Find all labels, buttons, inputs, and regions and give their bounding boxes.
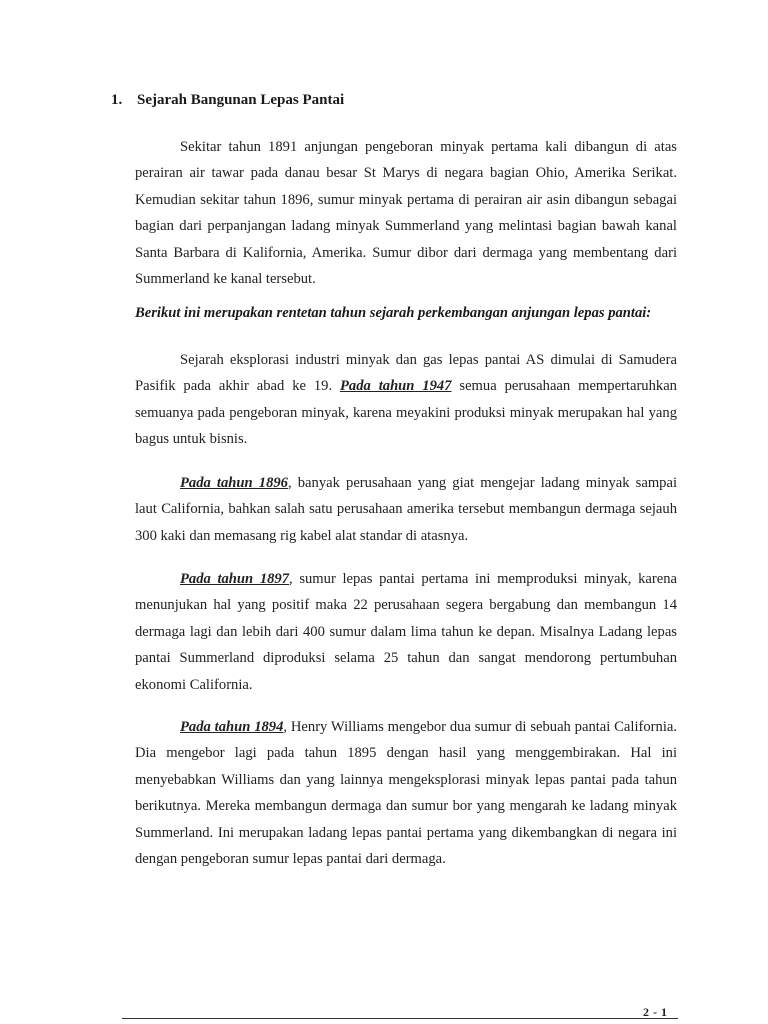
intro-paragraph: Sekitar tahun 1891 anjungan pengeboran minyak pertama kali dibangun di atas perairan air tawar pada danau besar St Marys di negara bagian Ohio, Amerika Serikat. Kemudian sekitar tahun 1896, sumur minyak pertama di perairan air asin dibangun sebagai bagian dari perpanjangan ladang minyak Summerland yang melintasi bagian bawah kanal Santa Barbara di Kalifornia, Amerika. Sumur dibor dari dermaga yang membentang dari Summerland ke kanal tersebut. <box>135 139 677 288</box>
paragraph-1897 <box>135 566 677 698</box>
paragraph-1894-text: , Henry Williams mengebor dua sumur di sebuah pantai California. Dia mengebor lagi pada tahun 1895 dengan hasil yang menggembirakan. Hal ini menyebabkan Williams dan yang lainnya mengeksplorasi minyak lepas pantai pada tahun berikutnya. Mereka membangun dermaga dan sumur bor yang mengarah ke ladang minyak Summerland. Ini merupakan ladang lepas pantai pertama yang dikembangkan di negara ini dengan pengeboran sumur lepas pantai dari dermaga. <box>135 719 677 868</box>
paragraph-1896 <box>135 470 677 549</box>
date-1896: Pada tahun 1896 <box>180 475 288 491</box>
date-1894: Pada tahun 1894 <box>180 719 284 735</box>
section-title: Sejarah Bangunan Lepas Pantai <box>137 92 345 108</box>
paragraph-history <box>135 347 677 453</box>
date-1897: Pada tahun 1897 <box>180 571 290 587</box>
date-1947: Pada tahun 1947 <box>340 378 452 395</box>
paragraph-1894 <box>135 714 677 872</box>
section-number: 1. <box>111 92 123 108</box>
paragraph-history-after: semua perusahaan mempertaruhkan semuanya pada pengeboran minyak, karena meyakini produksi minyak merupakan hal yang bagus untuk bisnis. <box>135 378 677 448</box>
paragraph-1896-text: , banyak perusahaan yang giat mengejar ladang minyak sampai laut California, bahkan salah satu perusahaan amerika tersebut membangun dermaga sejauh 300 kaki dan memasang rig kabel alat standar di atasnya. <box>135 475 678 544</box>
paragraph-1897-text: , sumur lepas pantai pertama ini memproduksi minyak, karena menunjukan hal yang positif maka 22 perusahaan segera bergabung dan membangun 14 dermaga lagi dan lebih dari 400 sumur dalam lima tahun ke depan. Misalnya Ladang lepas pantai Summerland diproduksi selama 25 tahun dan sangat mendorong pertumbuhan ekonomi California. <box>135 571 677 693</box>
subheading: Berikut ini merupakan rentetan tahun sejarah perkembangan anjungan lepas pantai: <box>135 305 652 321</box>
page-number: 2 - 1 <box>643 1005 668 1019</box>
section-heading <box>111 92 344 109</box>
footer-divider <box>122 1018 678 1019</box>
paragraph-history-before: Sejarah eksplorasi industri minyak dan gas lepas pantai AS dimulai di Samudera Pasifik pada akhir abad ke 19. <box>135 352 677 395</box>
